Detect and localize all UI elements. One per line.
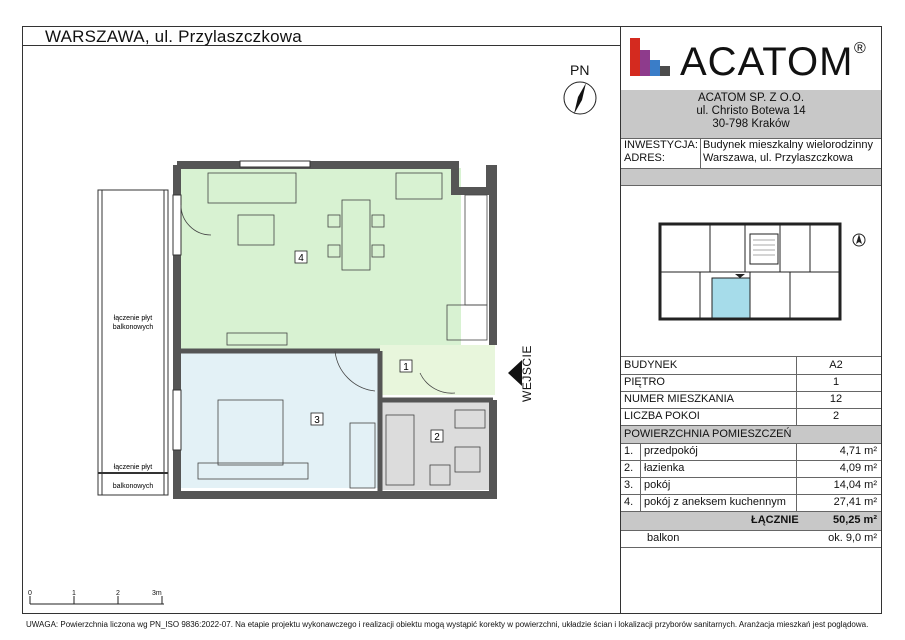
address-value: Warszawa, ul. Przylaszczkowa: [703, 152, 853, 164]
room-2-fill: [380, 400, 495, 490]
floor-plan: [90, 55, 560, 500]
balcony-row: balkon ok. 9,0 m²: [647, 532, 877, 544]
table-row: BUDYNEK A2: [624, 359, 843, 371]
table-row: NUMER MIESZKANIA 12: [624, 393, 843, 405]
balcony-note-1b: balkonowych: [112, 324, 154, 331]
balcony-note-2a: łączenie płyt: [113, 464, 153, 471]
balcony-note-2b: balkonowych: [112, 483, 154, 490]
north-label: PN: [570, 62, 590, 78]
company-name: ACATOM SP. Z O.O.: [697, 92, 805, 104]
area-row: 2. łazienka 4,09 m²: [624, 462, 877, 474]
investment-value: Budynek mieszkalny wielorodzinny: [703, 139, 873, 151]
scale-tick-3: 3m: [152, 590, 162, 597]
balcony-note-1a: łączenie płyt: [113, 315, 153, 322]
company-city: 30-798 Kraków: [712, 118, 790, 130]
logo-registered: ®: [854, 40, 866, 57]
acatom-logo-icon: [630, 36, 674, 78]
scale-tick-2: 2: [116, 590, 120, 597]
company-address: [621, 92, 881, 131]
total-row: ŁĄCZNIE 50,25 m²: [751, 514, 877, 526]
areas-title: POWIERZCHNIA POMIESZCZEŃ: [624, 428, 792, 440]
room-label-1: 1: [403, 362, 409, 373]
room-4-fill: [181, 168, 461, 350]
room-label-4: 4: [298, 253, 304, 264]
area-row: 1. przedpokój 4,71 m²: [624, 445, 877, 457]
area-row: 4. pokój z aneksem kuchennym 27,41 m²: [624, 496, 877, 508]
scale-tick-0: 0: [28, 590, 32, 597]
logo-name: ACATOM: [680, 40, 854, 84]
footer-note: UWAGA: Powierzchnia liczona wg PN_ISO 9836:2022-07. Na etapie projektu wykonawczego i realizacji obiektu mogą wystąpić korekty w powierzchni, układzie ścian i lokalizacji przyborów sanitarnych. Aranżacja mieszkań jest poglądowa.: [26, 620, 869, 629]
address-label: ADRES:: [624, 152, 665, 164]
table-row: PIĘTRO 1: [624, 376, 840, 388]
scale-tick-1: 1: [72, 590, 76, 597]
company-street: ul. Christo Botewa 14: [696, 105, 806, 117]
gray-strip: [621, 169, 881, 185]
table-row: LICZBA POKOI 2: [624, 410, 840, 422]
area-row: 3. pokój 14,04 m²: [624, 479, 877, 491]
room-label-3: 3: [314, 415, 320, 426]
entrance-label: WEJŚCIE: [520, 345, 534, 402]
investment-label: INWESTYCJA:: [624, 139, 698, 151]
room-label-2: 2: [434, 432, 440, 443]
key-plan: [655, 212, 870, 327]
city-title: WARSZAWA, ul. Przylaszczkowa: [45, 27, 302, 46]
north-arrow-icon: [562, 80, 598, 116]
